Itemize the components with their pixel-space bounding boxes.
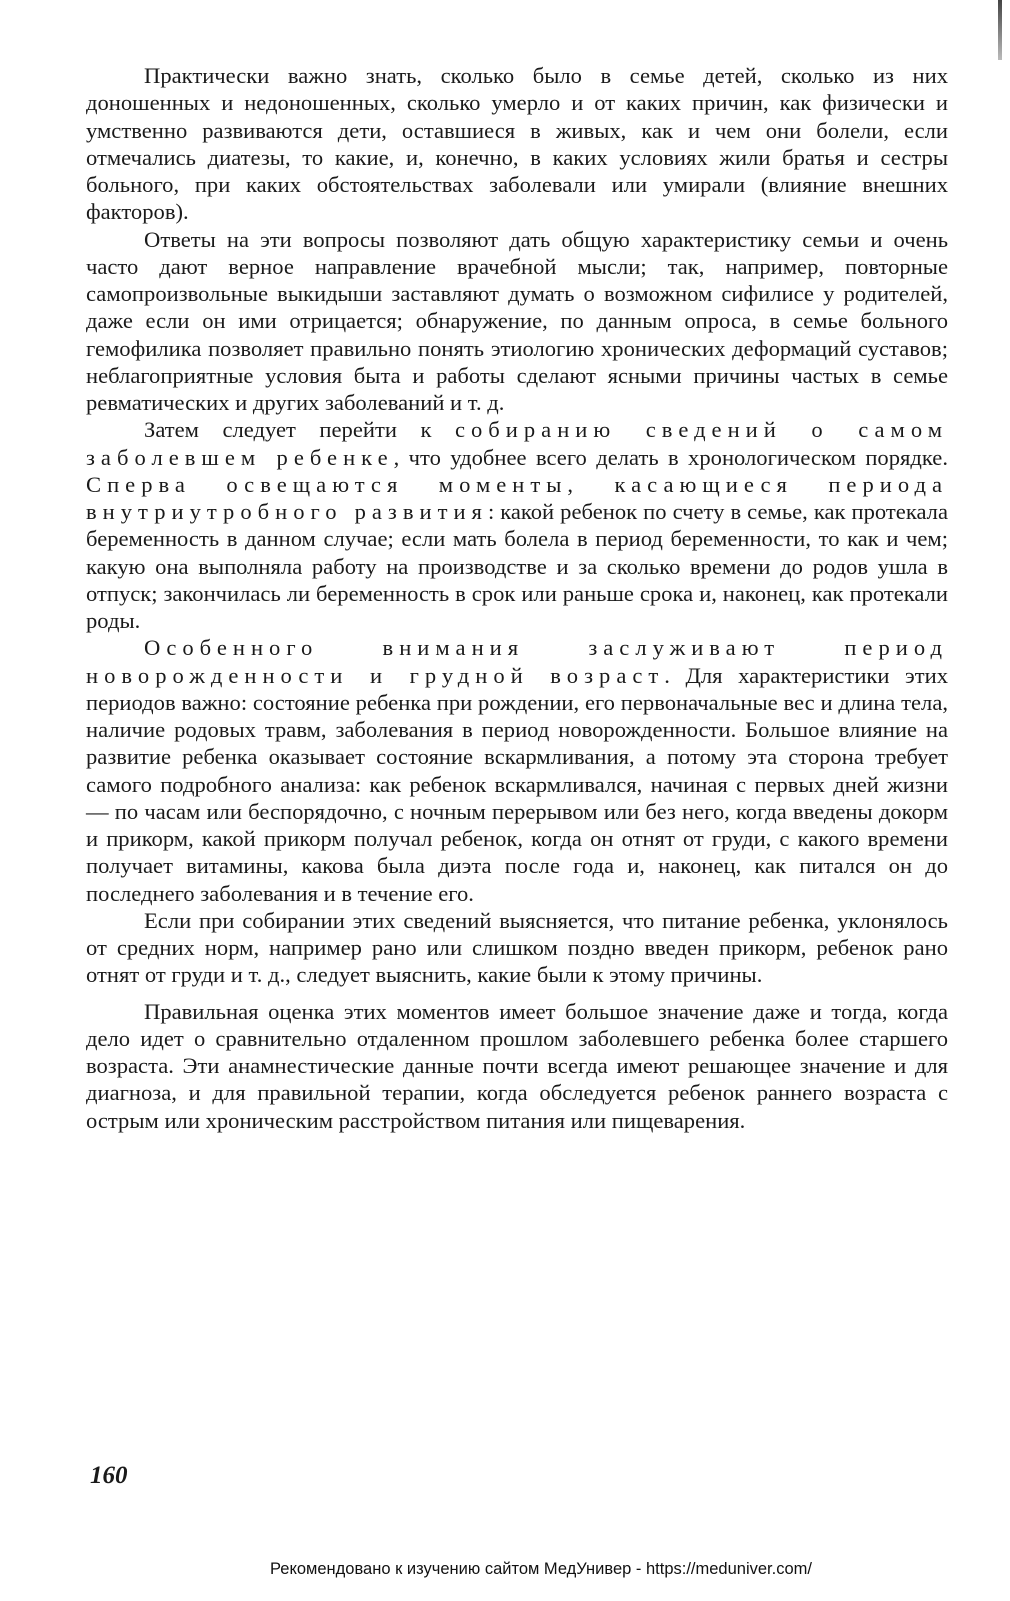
paragraph-5 bbox=[86, 907, 948, 989]
paragraph-4-text: . Для характеристики этих периодов важно: состояние ребенка при рождении, его первоначальные вес и длина тела, наличие родовых травм, заболевания в период новорожденности. Большое влияние на развитие ребенка оказывает состояние вскармливания, а потому эта сторона требует самого подробного анализа: как ребенок вскармливался, начиная с первых дней жизни — по часам или беспорядочно, с ночным перерывом или без него, когда введены докорм и прикорм, какой прикорм получал ребенок, когда он отнят от груди, с какого времени получает витамины, какова была диэта после года и, наконец, как питался он до последнего заболевания и в течение его. bbox=[86, 662, 948, 906]
paragraph-3-emphasis-a: собиранию сведений о самом заболевшем ребенке bbox=[86, 417, 948, 470]
paragraph-1 bbox=[86, 62, 948, 226]
paragraph-3-emphasis-b: Сперва освещаются моменты, касающиеся периода внутриутробного развития bbox=[86, 471, 948, 524]
paragraph-3-text-b: , что удобнее всего делать в хронологическом порядке. bbox=[393, 444, 948, 470]
paragraph-3 bbox=[86, 416, 948, 634]
page-edge-mark bbox=[998, 0, 1002, 60]
paragraph-3-text-a: Затем следует перейти к bbox=[144, 417, 455, 443]
paragraph-6-text: Правильная оценка этих моментов имеет большое значение даже и тогда, когда дело идет о сравнительно отдаленном прошлом заболевшего ребенка более старшего возраста. Эти анамнестические данные почти всегда имеют решающее значение и для диагноза, и для правильной терапии, когда обследуется ребенок раннего возраста с острым или хроническим расстройством питания или пищеварения. bbox=[86, 998, 948, 1133]
paragraph-2-text: Ответы на эти вопросы позволяют дать общую характеристику семьи и очень часто дают верное направление врачебной мысли; так, например, повторные самопроизвольные выкидыши заставляют думать о возможном сифилисе у родителей, даже если он ими отрицается; обнаружение, по данным опроса, в семье больного гемофилика позволяет правильно понять этиологию хронических деформаций суставов; неблагоприятные условия быта и работы сделают ясными причины частых в семье ревматических и других заболеваний и т. д. bbox=[86, 226, 948, 415]
paragraph-6 bbox=[86, 998, 948, 1134]
paragraph-4-emphasis: Особенного внимания заслуживают период новорожденности и грудной возраст bbox=[86, 635, 948, 688]
paragraph-1-text: Практически важно знать, сколько было в семье детей, сколько из них доношенных и недоношенных, сколько умерло и от каких причин, как физически и умственно развиваются дети, оставшиеся в живых, как и чем они болели, если отмечались диатезы, то какие, и, конечно, в каких условиях жили братья и сестры больного, при каких обстоятельствах заболевали или умирали (влияние внешних факторов). bbox=[86, 63, 948, 225]
paragraph-4 bbox=[86, 634, 948, 907]
paragraph-2 bbox=[86, 226, 948, 417]
footer-credit: Рекомендовано к изучению сайтом МедУнивер - https://meduniver.com/ bbox=[270, 1560, 812, 1578]
body-text bbox=[86, 62, 948, 1134]
page-number: 160 bbox=[90, 1462, 128, 1489]
paragraph-5-text: Если при собирании этих сведений выясняется, что питание ребенка, уклонялось от средних норм, например рано или слишком поздно введен прикорм, ребенок рано отнят от груди и т. д., следует выяснить, какие были к этому причины. bbox=[86, 907, 948, 988]
paragraph-3-text-c: : какой ребенок по счету в семье, как протекала беременность в данном случае; если мать болела в период беременности, то как и чем; какую она выполняла работу на производстве и за сколько времени до родов ушла в отпуск; закончилась ли беременность в срок или раньше срока и, наконец, как протекали роды. bbox=[86, 499, 948, 633]
